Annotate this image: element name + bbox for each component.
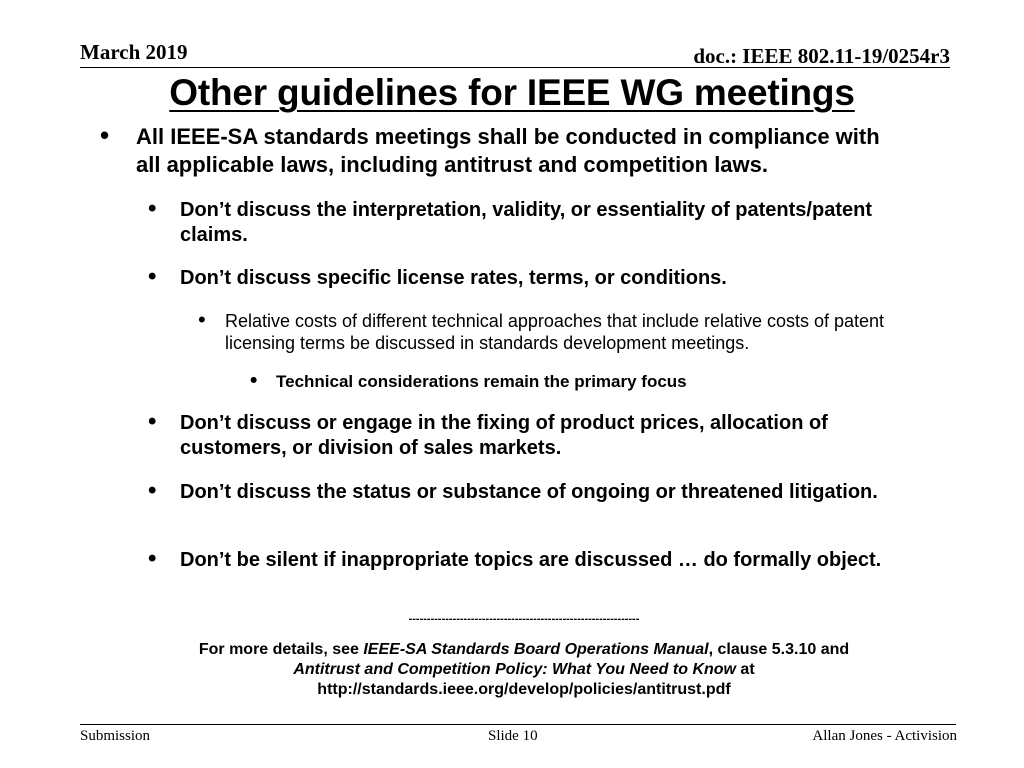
details-line-1 xyxy=(0,640,1024,660)
bullet-text: Relative costs of different technical approaches that include relative costs of patent licensing terms be discussed in standards development meetings. xyxy=(225,311,885,353)
details-prefix: For more details, see xyxy=(198,641,364,658)
bullet-text: All IEEE-SA standards meetings shall be conducted in compliance with all applicable laws, including antitrust and competition laws. xyxy=(136,124,880,177)
dashed-divider: --------------------------------------------------------------- xyxy=(408,613,640,625)
details-manual-title: IEEE-SA Standards Board Operations Manual xyxy=(363,641,709,658)
bullet-dot-icon: • xyxy=(148,408,157,435)
bullet-text: Don’t be silent if inappropriate topics are discussed … do formally object. xyxy=(180,549,882,571)
bullet-dot-icon: • xyxy=(100,120,110,150)
bullet-text: Don’t discuss or engage in the fixing of product prices, allocation of customers, or division of sales markets. xyxy=(180,412,828,459)
bullet-subsub-technical xyxy=(250,371,850,393)
footer-author: Allan Jones - Activision xyxy=(812,728,957,744)
bullet-item-litigation xyxy=(148,477,908,505)
bullet-dot-icon: • xyxy=(198,307,206,332)
details-note xyxy=(0,640,1024,700)
details-line-2 xyxy=(0,660,1024,680)
bullet-sub-relative-costs xyxy=(198,307,938,354)
slide-title: Other guidelines for IEEE WG meetings xyxy=(169,72,855,113)
bullet-item-patents xyxy=(148,195,908,248)
bullet-dot-icon: • xyxy=(148,195,157,222)
bullet-text: Don’t discuss the interpretation, validity, or essentiality of patents/patent claims. xyxy=(180,199,872,246)
header-doc-id: doc.: IEEE 802.11-19/0254r3 xyxy=(693,44,950,68)
header-date: March 2019 xyxy=(80,40,188,64)
bullet-dot-icon: • xyxy=(148,545,157,572)
details-at: at xyxy=(735,661,755,678)
footer-submission: Submission xyxy=(80,728,151,744)
bullet-text: Don’t discuss specific license rates, terms, or conditions. xyxy=(180,267,727,289)
details-url: http://standards.ieee.org/develop/policies/antitrust.pdf xyxy=(317,681,731,698)
bullet-item-license xyxy=(148,263,908,291)
bullet-item-object xyxy=(148,545,908,573)
bullet-dot-icon: • xyxy=(148,477,157,504)
bullet-dot-icon: • xyxy=(148,263,157,290)
header-rule xyxy=(80,67,950,68)
footer-slide-number: Slide 10 xyxy=(488,728,538,744)
bullet-dot-icon: • xyxy=(250,369,258,392)
footer-rule xyxy=(80,724,956,725)
bullet-level1 xyxy=(100,120,902,179)
bullet-text: Don’t discuss the status or substance of ongoing or threatened litigation. xyxy=(180,481,878,503)
bullet-item-prices xyxy=(148,408,908,461)
bullet-text: Technical considerations remain the primary focus xyxy=(276,372,687,391)
details-policy-title: Antitrust and Competition Policy: What You Need to Know xyxy=(293,661,736,678)
details-clause: , clause 5.3.10 and xyxy=(708,641,850,658)
